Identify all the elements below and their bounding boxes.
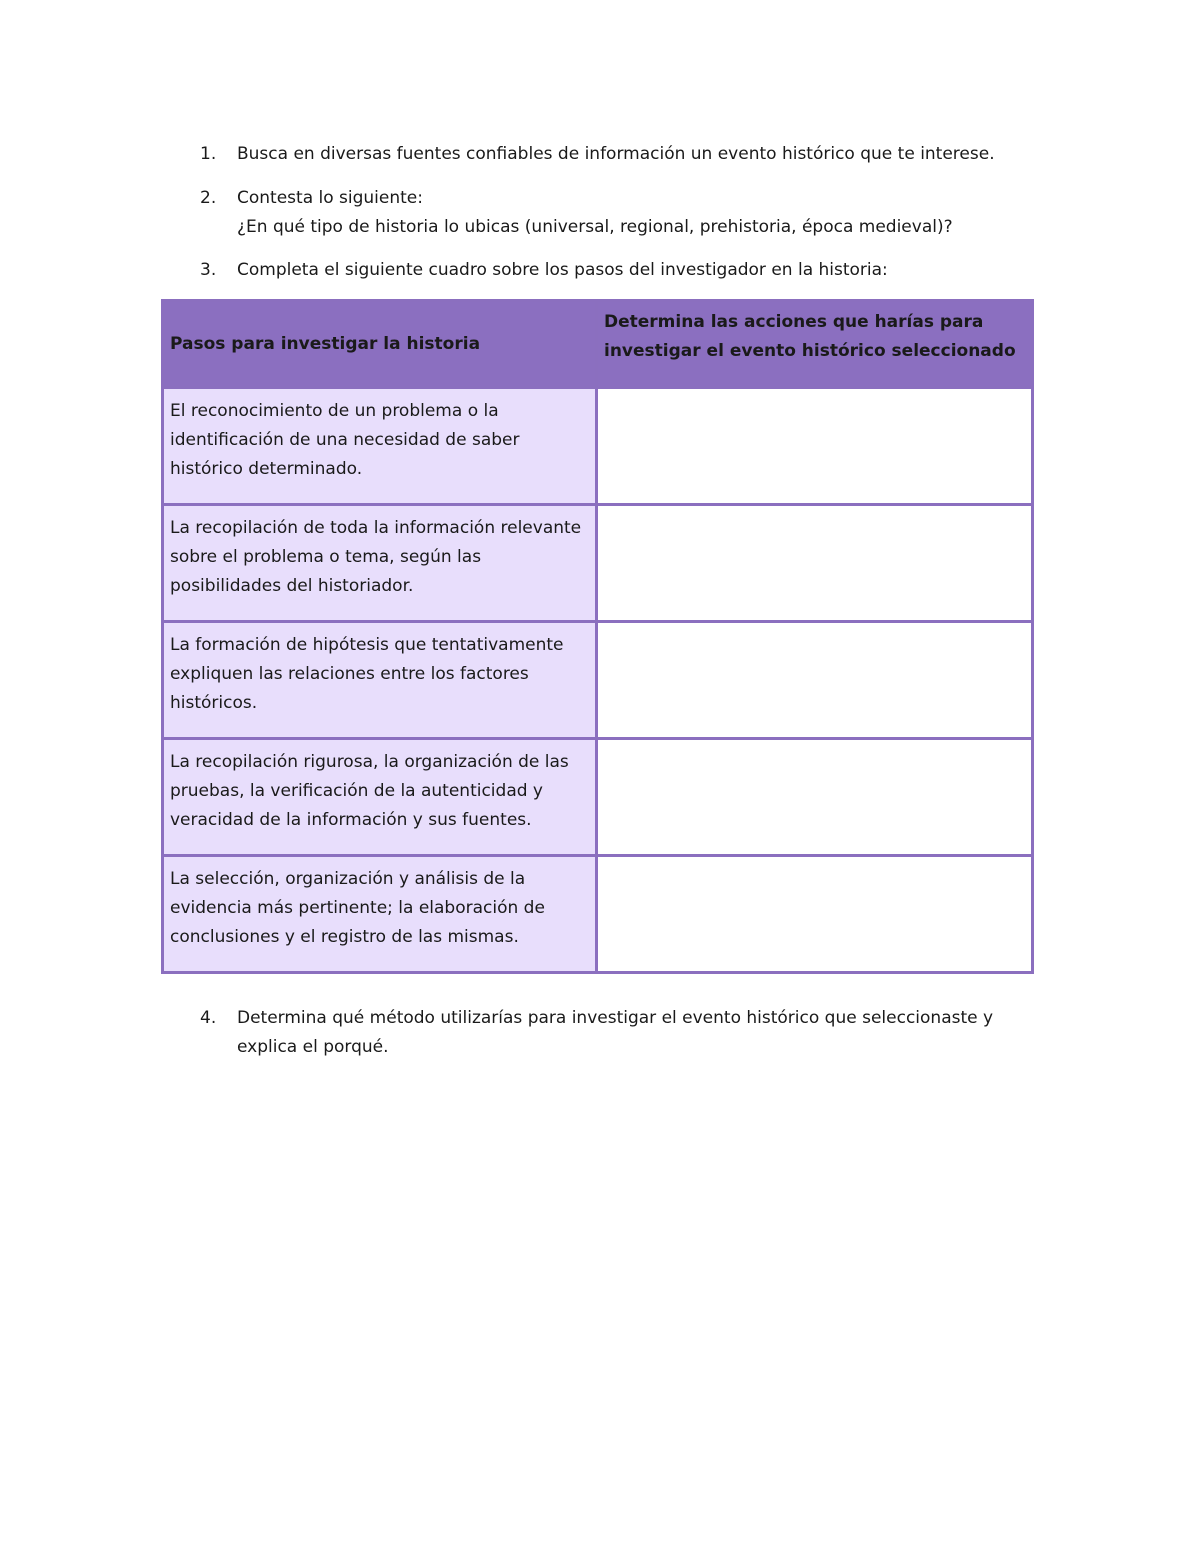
header-steps: Pasos para investigar la historia <box>163 301 597 388</box>
step-cell: La recopilación de toda la información relevante sobre el problema o tema, según las posibilidades del historiador. <box>163 505 597 622</box>
research-steps-table <box>161 299 1034 974</box>
answer-cell[interactable] <box>597 856 1033 973</box>
table-row <box>163 622 1033 739</box>
instruction-text: Completa el siguiente cuadro sobre los pasos del investigador en la historia: <box>237 260 888 280</box>
instruction-number: 3. <box>200 260 217 280</box>
answer-cell[interactable] <box>597 388 1033 505</box>
instruction-text: Busca en diversas fuentes confiables de información un evento histórico que te interese. <box>237 144 995 164</box>
table-row <box>163 388 1033 505</box>
instruction-question: ¿En qué tipo de historia lo ubicas (universal, regional, prehistoria, época medieval)? <box>237 217 953 237</box>
answer-cell[interactable] <box>597 505 1033 622</box>
step-cell: La selección, organización y análisis de la evidencia más pertinente; la elaboración de conclusiones y el registro de las mismas. <box>163 856 597 973</box>
instruction-text: Contesta lo siguiente: <box>237 188 423 208</box>
instruction-number: 1. <box>200 144 217 164</box>
table-row <box>163 505 1033 622</box>
instruction-number: 2. <box>200 188 217 208</box>
step-cell: El reconocimiento de un problema o la identificación de una necesidad de saber histórico determinado. <box>163 388 597 505</box>
header-actions: Determina las acciones que harías para investigar el evento histórico seleccionado <box>597 301 1033 388</box>
step-cell: La formación de hipótesis que tentativamente expliquen las relaciones entre los factores históricos. <box>163 622 597 739</box>
table-row <box>163 739 1033 856</box>
table-header-row <box>163 301 1033 388</box>
answer-cell[interactable] <box>597 739 1033 856</box>
table-row <box>163 856 1033 973</box>
instruction-number: 4. <box>200 1008 217 1028</box>
instruction-text: Determina qué método utilizarías para investigar el evento histórico que seleccionaste y explica el porqué. <box>237 1008 994 1057</box>
answer-cell[interactable] <box>597 622 1033 739</box>
step-cell: La recopilación rigurosa, la organización de las pruebas, la verificación de la autenticidad y veracidad de la información y sus fuentes. <box>163 739 597 856</box>
